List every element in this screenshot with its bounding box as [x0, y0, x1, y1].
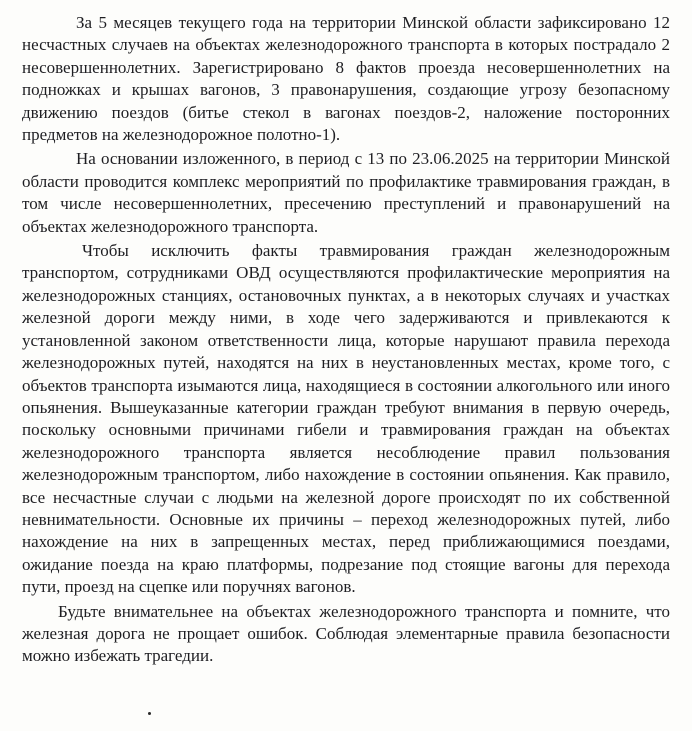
- paragraph-prevention-measures: На основании изложенного, в период с 13 по 23.06.2025 на территории Минской области проводится комплекс мероприятий по профилактике травмирования граждан, в том числе несовершеннолетних, пресечению преступлений и правонарушений на объектах железнодорожного транспорта.: [22, 149, 670, 236]
- paragraph-police-activities: Чтобы исключить факты травмирования граждан железнодорожным транспортом, сотрудниками ОВД осуществляются профилактические мероприятия на железнодорожных станциях, остановочных пунктах, а в некоторых случаях и участках железной дороги между ними, в ходе чего задерживаются и привлекаются к установленной законом ответственности лица, которые нарушают правила перехода железнодорожных путей, находятся на них в неустановленных местах, кроме того, с объектов транспорта изымаются лица, находящиеся в состоянии алкогольного или иного опьянения. Вышеуказанные категории граждан требуют внимания в первую очередь, поскольку основными причинами гибели и травмирования граждан на объектах железнодорожного транспорта является несоблюдение правил пользования железнодорожным транспортом, либо нахождение в состоянии опьянения. Как правило, все несчастные случаи с людьми на железной дороге происходят по их собственной невнимательности. Основные их причины – переход железнодорожных путей, либо нахождение на них в запрещенных местах, перед приближающимися поездами, ожидание поезда на краю платформы, подрезание под стоящие вагоны для перехода пути, проезд на сцепке или поручнях вагонов.: [22, 241, 670, 597]
- ink-dot: [148, 712, 151, 715]
- paragraph-accident-statistics: За 5 месяцев текущего года на территории Минской области зафиксировано 12 несчастных случаев на объектах железнодорожного транспорта в которых пострадало 2 несовершеннолетних. Зарегистрировано 8 фактов проезда несовершеннолетних на подножках и крышах вагонов, 3 правонарушения, создающие угрозу безопасному движению поездов (битье стекол в вагонах поездов-2, наложение посторонних предметов на железнодорожное полотно-1).: [22, 13, 670, 145]
- paragraph-safety-appeal: Будьте внимательнее на объектах железнодорожного транспорта и помните, что железная дорога не прощает ошибок. Соблюдая элементарные правила безопасности можно избежать трагедии.: [22, 601, 670, 666]
